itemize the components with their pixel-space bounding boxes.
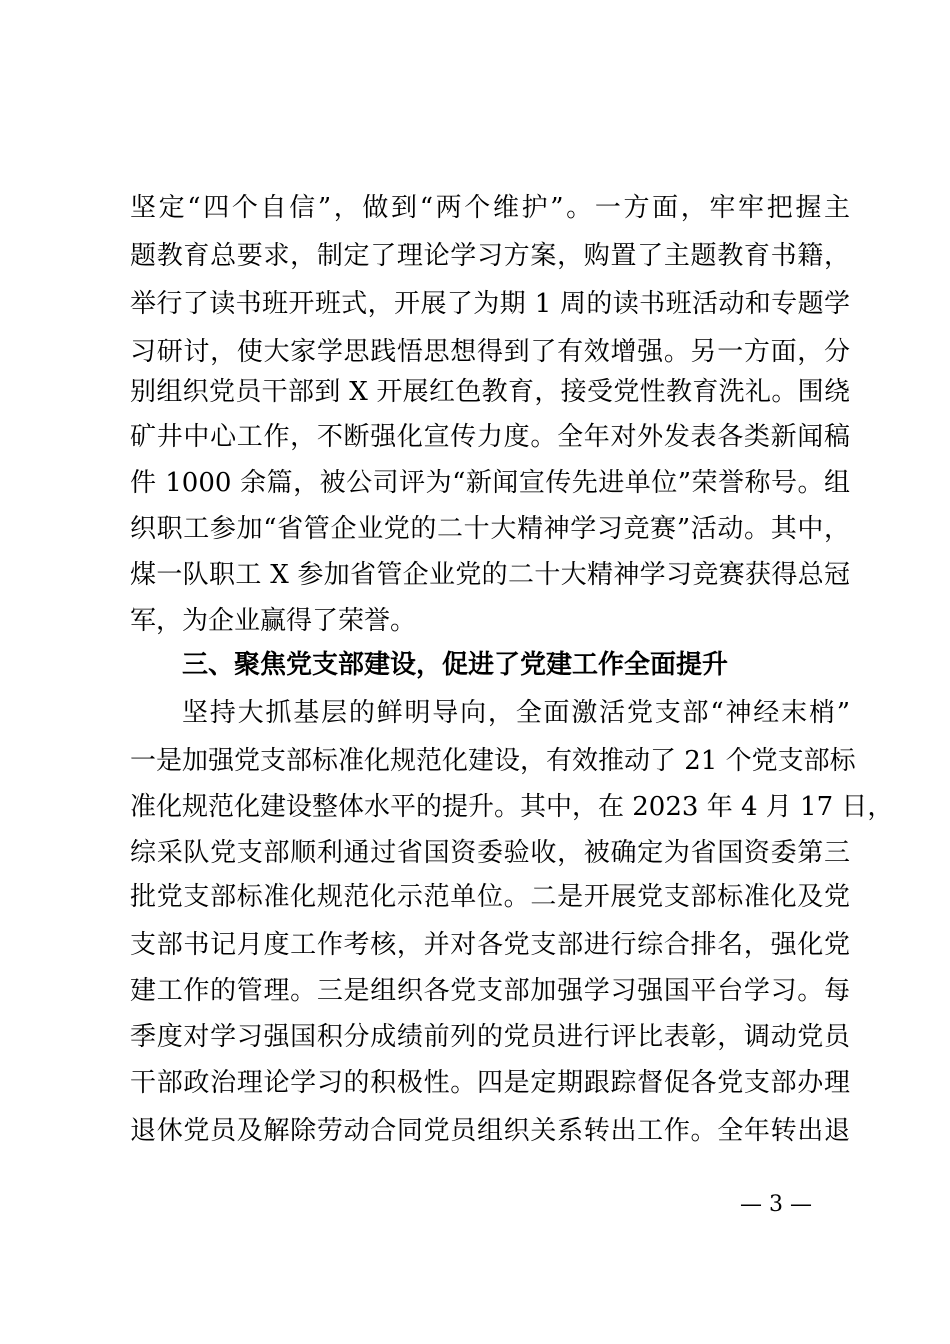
- paragraph1-line-5: 别组织党员干部到 X 开展红色教育，接受党性教育洗礼。围绕: [130, 377, 850, 407]
- paragraph2-line-1: 坚持大抓基层的鲜明导向，全面激活党支部“神经末梢”: [182, 698, 850, 728]
- paragraph2-line-6: 支部书记月度工作考核，并对各党支部进行综合排名，强化党: [130, 930, 850, 960]
- paragraph1-line-10: 军，为企业赢得了荣誉。: [130, 606, 417, 636]
- paragraph1-line-3: 举行了读书班开班式，开展了为期 1 周的读书班活动和专题学: [130, 289, 850, 319]
- paragraph2-line-5: 批党支部标准化规范化示范单位。二是开展党支部标准化及党: [130, 882, 850, 912]
- paragraph1-line-1: 坚定“四个自信”，做到“两个维护”。一方面，牢牢把握主: [130, 193, 850, 223]
- paragraph2-line-3: 准化规范化建设整体水平的提升。其中，在 2023 年 4 月 17 日，: [130, 792, 894, 822]
- paragraph1-line-2: 题教育总要求，制定了理论学习方案，购置了主题教育书籍，: [130, 241, 850, 271]
- paragraph1-line-9: 煤一队职工 X 参加省管企业党的二十大精神学习竞赛获得总冠: [130, 560, 850, 590]
- paragraph1-line-8: 织职工参加“省管企业党的二十大精神学习竞赛”活动。其中，: [130, 514, 850, 544]
- paragraph2-line-9: 干部政治理论学习的积极性。四是定期跟踪督促各党支部办理: [130, 1068, 850, 1098]
- paragraph2-line-8: 季度对学习强国积分成绩前列的党员进行评比表彰，调动党员: [130, 1022, 850, 1052]
- paragraph2-line-7: 建工作的管理。三是组织各党支部加强学习强国平台学习。每: [130, 976, 850, 1006]
- paragraph1-line-7: 件 1000 余篇，被公司评为“新闻宣传先进单位”荣誉称号。组: [130, 468, 850, 498]
- paragraph2-line-4: 综采队党支部顺利通过省国资委验收，被确定为省国资委第三: [130, 838, 850, 868]
- paragraph1-line-6: 矿井中心工作，不断强化宣传力度。全年对外发表各类新闻稿: [130, 422, 850, 452]
- paragraph1-line-4: 习研讨，使大家学思践悟思想得到了有效增强。另一方面，分: [130, 337, 850, 367]
- paragraph2-line-2: 一是加强党支部标准化规范化建设，有效推动了 21 个党支部标: [130, 746, 856, 776]
- section-heading: 三、聚焦党支部建设，促进了党建工作全面提升: [182, 650, 729, 680]
- paragraph2-line-10: 退休党员及解除劳动合同党员组织关系转出工作。全年转出退: [130, 1116, 850, 1146]
- page-number: — 3 —: [740, 1192, 812, 1217]
